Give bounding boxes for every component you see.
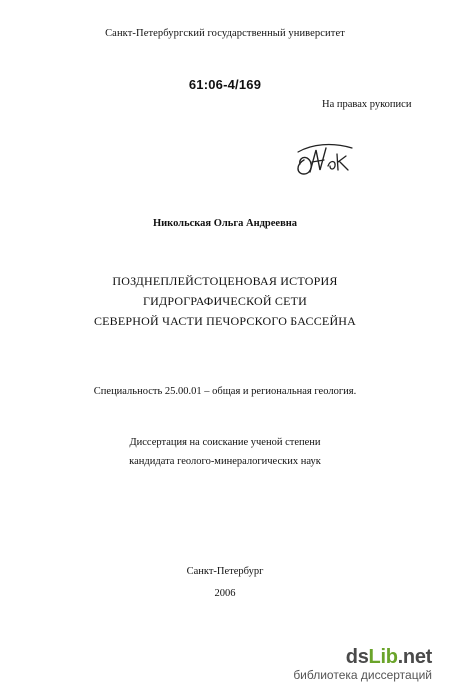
archive-code: 61:06-4/169 [188, 77, 262, 92]
title-line: СЕВЕРНОЙ ЧАСТИ ПЕЧОРСКОГО БАССЕЙНА [93, 314, 357, 328]
watermark-brand-net: .net [397, 646, 432, 668]
watermark-brand-lib: Lib [368, 646, 398, 668]
manuscript-rights: На правах рукописи [322, 99, 412, 110]
dslib-watermark-logo [293, 646, 432, 682]
dissertation-title [0, 271, 450, 331]
watermark-brand [293, 646, 432, 668]
year: 2006 [214, 588, 236, 599]
title-line: ГИДРОГРАФИЧЕСКОЙ СЕТИ [142, 294, 308, 308]
degree-line: Диссертация на соискание ученой степени [129, 437, 321, 448]
signature-handwritten [290, 140, 360, 180]
city: Санкт-Петербург [186, 566, 264, 577]
specialty-line: Специальность 25.00.01 – общая и региональная геология. [93, 386, 357, 397]
university-name: Санкт-Петербургский государственный университет [105, 28, 345, 39]
degree-line: кандидата геолого-минералогических наук [129, 456, 321, 467]
degree-statement [0, 433, 450, 471]
watermark-subtitle: библиотека диссертаций [293, 668, 432, 682]
author-name: Никольская Ольга Андреевна [152, 218, 298, 229]
watermark-brand-ds: ds [345, 646, 369, 668]
title-line: ПОЗДНЕПЛЕЙСТОЦЕНОВАЯ ИСТОРИЯ [112, 274, 338, 288]
